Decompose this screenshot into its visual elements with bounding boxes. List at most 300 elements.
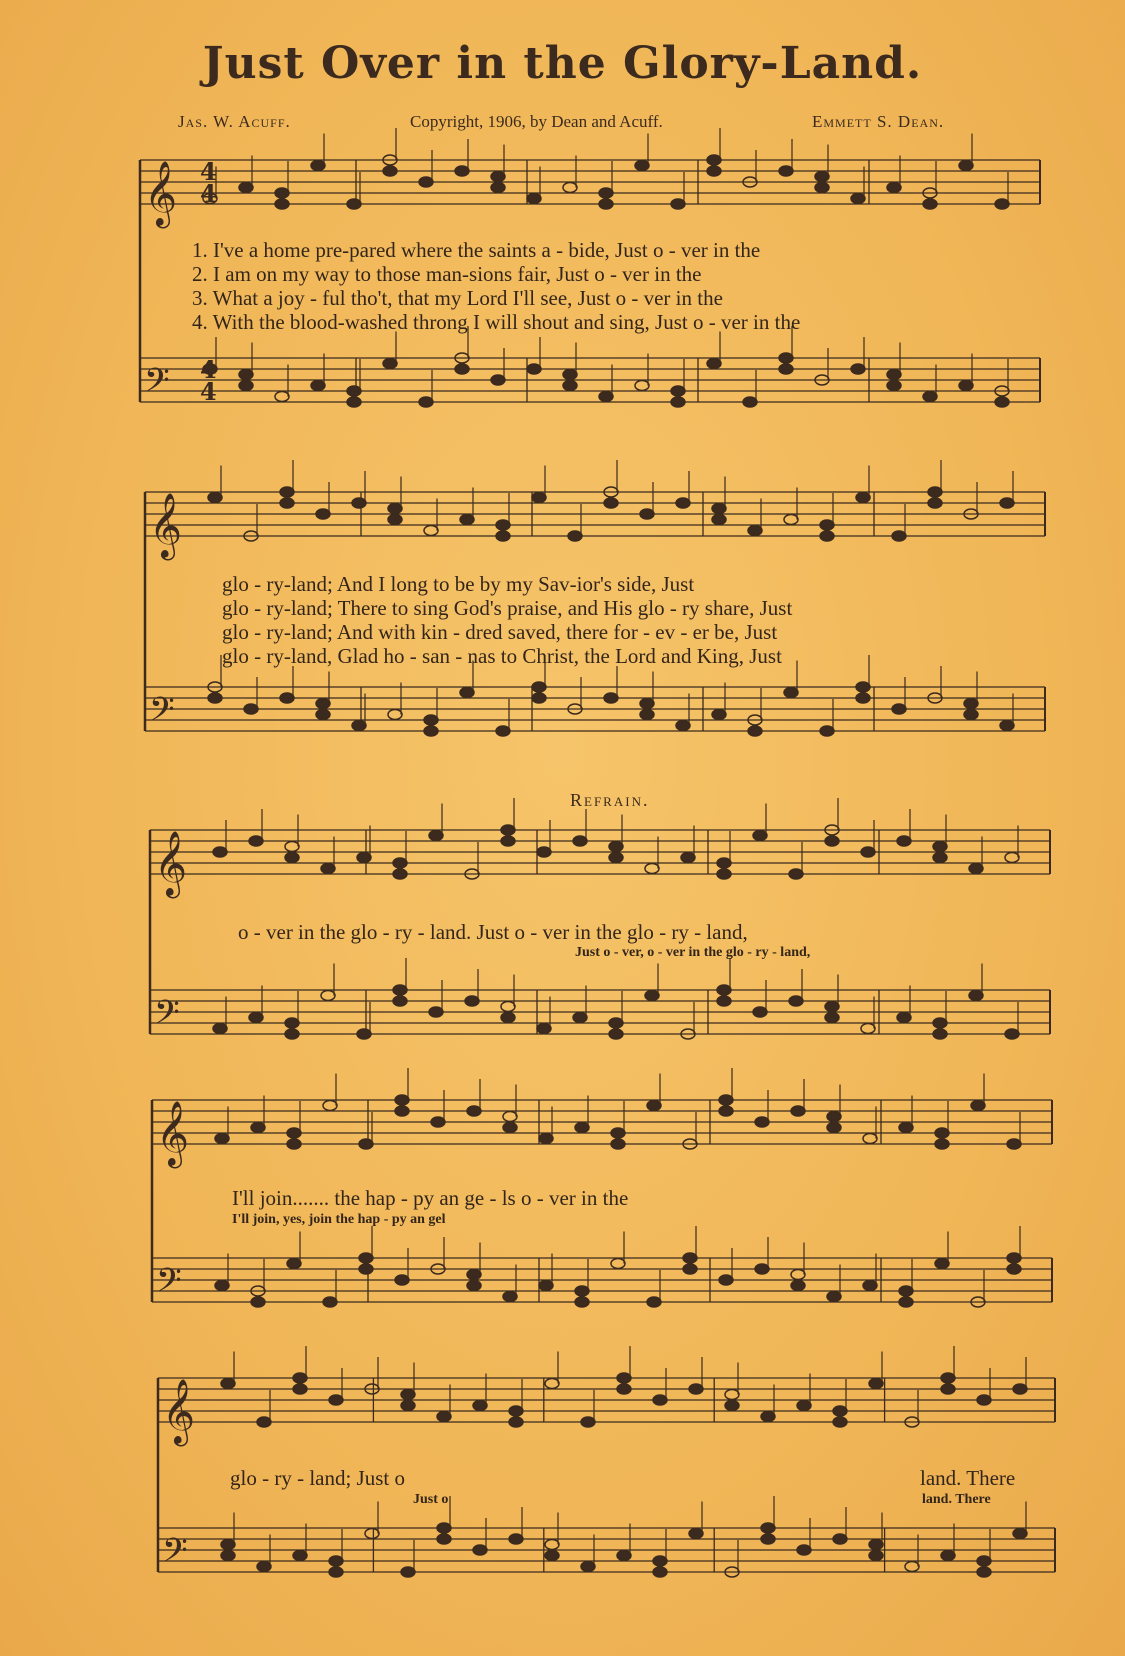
note-head (293, 1373, 307, 1383)
note-head (568, 531, 582, 541)
note-head (509, 1417, 523, 1427)
note-head (933, 1029, 947, 1039)
note-head (401, 1567, 415, 1577)
note-head (424, 726, 438, 736)
note-head (244, 704, 258, 714)
note-head (617, 1373, 631, 1383)
note-head (905, 1562, 919, 1572)
note-head (287, 1128, 301, 1138)
note-head (683, 1253, 697, 1263)
note-head (465, 996, 479, 1006)
note-head (1000, 498, 1014, 508)
note-head (899, 1123, 913, 1133)
note-head (467, 1106, 481, 1116)
note-head (285, 853, 299, 863)
note-head (815, 183, 829, 193)
clef-glyph: 𝄢 (156, 1262, 182, 1308)
note-head (797, 1401, 811, 1411)
note-head (496, 520, 510, 530)
note-head (635, 161, 649, 171)
note-head (815, 172, 829, 182)
note-head (635, 381, 649, 391)
note-head (959, 161, 973, 171)
note-head (316, 699, 330, 709)
note-head (977, 1395, 991, 1405)
note-head (275, 199, 289, 209)
note-head (249, 836, 263, 846)
note-head (316, 710, 330, 720)
verse-3-line: 3. What a joy - ful tho't, that my Lord I'll see, Just o - ver in the (192, 286, 723, 310)
note-head (825, 836, 839, 846)
note-head (712, 504, 726, 514)
note-head (856, 493, 870, 503)
note-head (725, 1401, 739, 1411)
note-head (611, 1139, 625, 1149)
note-head (501, 1013, 515, 1023)
note-head (467, 1281, 481, 1291)
note-head (563, 370, 577, 380)
note-head (748, 526, 762, 536)
verse-4-line: 4. With the blood-washed throng I will shout and sing, Just o - ver in the (192, 310, 801, 334)
time-signature-digit: 4 (200, 355, 217, 384)
note-head (719, 1106, 733, 1116)
note-head (1013, 1529, 1027, 1539)
note-head (640, 710, 654, 720)
note-head (563, 381, 577, 391)
note-head (1007, 1253, 1021, 1263)
note-head (604, 693, 618, 703)
note-head (527, 194, 541, 204)
note-head (941, 1551, 955, 1561)
note-head (791, 1281, 805, 1291)
note-head (784, 688, 798, 698)
note-head (599, 188, 613, 198)
note-head (460, 515, 474, 525)
note-head (933, 853, 947, 863)
note-head (1013, 1384, 1027, 1394)
note-head (820, 531, 834, 541)
note-head (779, 364, 793, 374)
note-head (437, 1523, 451, 1533)
refrain-main-line: glo - ry - land; Just o (230, 1466, 405, 1490)
note-head (791, 1106, 805, 1116)
note-head (933, 1018, 947, 1028)
note-head (437, 1412, 451, 1422)
note-head (285, 1029, 299, 1039)
refrain-main-line: o - ver in the glo - ry - land. Just o - ver in the glo - ry - land, (238, 920, 748, 944)
note-head (833, 1417, 847, 1427)
note-head (653, 1567, 667, 1577)
clef-glyph: 𝄞 (154, 831, 188, 896)
note-head (899, 1286, 913, 1296)
note-head (321, 991, 335, 1001)
note-head (969, 991, 983, 1001)
note-head (491, 172, 505, 182)
note-head (825, 1013, 839, 1023)
note-head (393, 869, 407, 879)
note-head (323, 1297, 337, 1307)
note-head (287, 1139, 301, 1149)
note-head (779, 166, 793, 176)
note-head (599, 199, 613, 209)
note-head (257, 1417, 271, 1427)
note-head (676, 498, 690, 508)
note-head (897, 1013, 911, 1023)
note-head (527, 364, 541, 374)
verse-2-line: glo - ry-land; There to sing God's praise, and His glo - ry share, Just (222, 596, 793, 620)
time-signature-digit: 4 (200, 157, 217, 186)
time-signature-digit: 4 (200, 179, 217, 208)
clef-glyph: 𝄞 (156, 1101, 190, 1166)
note-head (280, 498, 294, 508)
note-head (581, 1562, 595, 1572)
note-head (509, 1534, 523, 1544)
note-head (1007, 1264, 1021, 1274)
note-head (395, 1106, 409, 1116)
note-head (683, 1264, 697, 1274)
note-head (933, 842, 947, 852)
note-head (509, 1406, 523, 1416)
note-head (532, 693, 546, 703)
note-head (645, 864, 659, 874)
note-head (575, 1123, 589, 1133)
note-head (707, 155, 721, 165)
note-head (820, 726, 834, 736)
verse-3-line: glo - ry-land; And with kin - dred saved, there for - ev - er be, Just (222, 620, 778, 644)
note-head (249, 1013, 263, 1023)
note-head (393, 858, 407, 868)
clef-glyph: 𝄞 (144, 161, 178, 226)
note-head (797, 1545, 811, 1555)
note-head (753, 831, 767, 841)
note-head (712, 710, 726, 720)
note-head (892, 704, 906, 714)
refrain-main-tail: land. There (920, 1466, 1016, 1490)
note-head (208, 493, 222, 503)
note-head (861, 1024, 875, 1034)
note-head (491, 183, 505, 193)
note-head (977, 1556, 991, 1566)
refrain-echo-line: Just o - ver, o - ver in the glo - ry - land, (575, 945, 811, 960)
note-head (467, 1270, 481, 1280)
note-head (239, 370, 253, 380)
clef-glyph: 𝄢 (149, 691, 175, 737)
note-head (383, 359, 397, 369)
note-head (460, 688, 474, 698)
note-head (969, 864, 983, 874)
note-head (671, 386, 685, 396)
note-head (851, 364, 865, 374)
note-head (928, 487, 942, 497)
note-head (545, 1540, 559, 1550)
note-head (827, 1123, 841, 1133)
note-head (789, 996, 803, 1006)
note-head (971, 1101, 985, 1111)
note-head (501, 836, 515, 846)
note-head (311, 381, 325, 391)
note-head (545, 1551, 559, 1561)
note-head (293, 1551, 307, 1561)
note-head (329, 1556, 343, 1566)
note-head (689, 1384, 703, 1394)
note-head (707, 166, 721, 176)
note-head (323, 1101, 337, 1111)
note-head (563, 183, 577, 193)
note-head (401, 1390, 415, 1400)
note-head (437, 1534, 451, 1544)
clef-glyph: 𝄞 (162, 1379, 196, 1444)
note-head (429, 831, 443, 841)
note-head (329, 1395, 343, 1405)
note-head (491, 375, 505, 385)
note-head (321, 864, 335, 874)
note-head (429, 1007, 443, 1017)
note-head (863, 1134, 877, 1144)
note-head (851, 194, 865, 204)
note-head (280, 487, 294, 497)
lyricist-credit: Jas. W. Acuff. (178, 112, 291, 131)
note-head (935, 1128, 949, 1138)
note-head (640, 699, 654, 709)
note-head (833, 1406, 847, 1416)
note-head (761, 1534, 775, 1544)
note-head (539, 1134, 553, 1144)
note-head (221, 1379, 235, 1389)
note-head (964, 710, 978, 720)
note-head (395, 1095, 409, 1105)
note-head (717, 985, 731, 995)
copyright-notice: Copyright, 1906, by Dean and Acuff. (410, 112, 663, 131)
note-head (575, 1286, 589, 1296)
note-head (609, 842, 623, 852)
note-head (869, 1551, 883, 1561)
note-head (827, 1112, 841, 1122)
note-head (928, 498, 942, 508)
note-head (280, 693, 294, 703)
note-head (609, 1018, 623, 1028)
note-head (503, 1123, 517, 1133)
note-head (719, 1095, 733, 1105)
note-head (671, 397, 685, 407)
note-head (617, 1384, 631, 1394)
note-head (275, 392, 289, 402)
note-head (712, 515, 726, 525)
note-head (719, 1275, 733, 1285)
note-head (653, 1395, 667, 1405)
note-head (935, 1259, 949, 1269)
note-head (388, 710, 402, 720)
note-head (581, 1417, 595, 1427)
note-head (285, 842, 299, 852)
note-head (496, 726, 510, 736)
note-head (791, 1270, 805, 1280)
note-head (545, 1379, 559, 1389)
note-head (779, 353, 793, 363)
note-head (213, 847, 227, 857)
verse-2-line: 2. I am on my way to those man-sions fair, Just o - ver in the (192, 262, 702, 286)
note-head (923, 199, 937, 209)
note-head (827, 1292, 841, 1302)
note-head (755, 1117, 769, 1127)
note-head (604, 498, 618, 508)
note-head (365, 1529, 379, 1539)
note-head (393, 985, 407, 995)
note-head (789, 869, 803, 879)
note-head (611, 1128, 625, 1138)
note-head (717, 996, 731, 1006)
note-head (748, 726, 762, 736)
note-head (671, 199, 685, 209)
note-head (820, 520, 834, 530)
note-head (599, 392, 613, 402)
refrain-main-line: I'll join....... the hap - py an ge - ls o - ver in the (232, 1186, 629, 1210)
note-head (935, 1139, 949, 1149)
note-head (689, 1529, 703, 1539)
note-head (239, 381, 253, 391)
note-head (537, 1024, 551, 1034)
note-head (653, 1556, 667, 1566)
note-head (647, 1101, 661, 1111)
clef-glyph: 𝄢 (144, 362, 170, 408)
note-head (995, 397, 1009, 407)
note-head (899, 1297, 913, 1307)
note-head (251, 1123, 265, 1133)
note-head (897, 836, 911, 846)
note-head (455, 364, 469, 374)
note-head (537, 847, 551, 857)
note-head (359, 1253, 373, 1263)
time-signature-digit: 4 (200, 377, 217, 406)
note-head (532, 493, 546, 503)
note-head (681, 853, 695, 863)
note-head (357, 853, 371, 863)
note-head (1005, 853, 1019, 863)
note-head (725, 1390, 739, 1400)
note-head (856, 682, 870, 692)
note-head (208, 693, 222, 703)
note-head (352, 721, 366, 731)
note-head (941, 1384, 955, 1394)
note-head (473, 1545, 487, 1555)
note-head (347, 386, 361, 396)
note-head (707, 359, 721, 369)
note-head (388, 515, 402, 525)
note-head (395, 1275, 409, 1285)
note-head (347, 199, 361, 209)
verse-4-line: glo - ry-land, Glad ho - san - nas to Christ, the Lord and King, Just (222, 644, 782, 668)
note-head (388, 504, 402, 514)
note-head (647, 1297, 661, 1307)
note-head (424, 715, 438, 725)
note-head (501, 1002, 515, 1012)
note-head (285, 1018, 299, 1028)
note-head (539, 1281, 553, 1291)
note-head (316, 509, 330, 519)
note-head (573, 1013, 587, 1023)
note-head (869, 1379, 883, 1389)
note-head (455, 166, 469, 176)
note-head (215, 1134, 229, 1144)
note-head (251, 1297, 265, 1307)
note-head (761, 1523, 775, 1533)
note-head (419, 177, 433, 187)
note-head (743, 397, 757, 407)
note-head (213, 1024, 227, 1034)
note-head (383, 166, 397, 176)
note-head (401, 1401, 415, 1411)
note-head (257, 1562, 271, 1572)
verse-1-line: glo - ry-land; And I long to be by my Sav-ior's side, Just (222, 572, 695, 596)
note-head (239, 183, 253, 193)
note-head (352, 498, 366, 508)
note-head (995, 199, 1009, 209)
note-head (1005, 1029, 1019, 1039)
note-head (275, 188, 289, 198)
note-head (869, 1540, 883, 1550)
note-head (473, 1401, 487, 1411)
note-head (393, 996, 407, 1006)
note-head (573, 836, 587, 846)
note-head (431, 1117, 445, 1127)
note-head (424, 526, 438, 536)
note-head (496, 531, 510, 541)
note-head (959, 381, 973, 391)
note-head (503, 1292, 517, 1302)
note-head (293, 1384, 307, 1394)
note-head (892, 531, 906, 541)
hymn-title: Just Over in the Glory-Land. (202, 38, 923, 89)
note-head (753, 1007, 767, 1017)
note-head (717, 858, 731, 868)
note-head (359, 1139, 373, 1149)
clef-glyph: 𝄞 (149, 493, 183, 558)
note-head (357, 1029, 371, 1039)
note-head (784, 515, 798, 525)
note-head (575, 1297, 589, 1307)
note-head (617, 1551, 631, 1561)
verse-1-line: 1. I've a home pre-pared where the saints a - bide, Just o - ver in the (192, 238, 761, 262)
composer-credit: Emmett S. Dean. (812, 112, 945, 131)
note-head (856, 693, 870, 703)
refrain-heading: Refrain. (570, 790, 650, 810)
note-head (532, 682, 546, 692)
note-head (347, 397, 361, 407)
note-head (941, 1373, 955, 1383)
note-head (311, 161, 325, 171)
note-head (755, 1264, 769, 1274)
note-head (861, 847, 875, 857)
note-head (609, 853, 623, 863)
note-head (359, 1264, 373, 1274)
clef-glyph: 𝄢 (162, 1532, 188, 1578)
note-head (717, 869, 731, 879)
refrain-echo-tail: land. There (922, 1492, 991, 1507)
note-head (833, 1534, 847, 1544)
refrain-echo-line: Just o (413, 1492, 449, 1507)
note-head (221, 1551, 235, 1561)
note-head (887, 370, 901, 380)
note-head (221, 1540, 235, 1550)
note-head (503, 1112, 517, 1122)
refrain-echo-line: I'll join, yes, join the hap - py an gel (232, 1212, 446, 1227)
note-head (863, 1281, 877, 1291)
note-head (215, 1281, 229, 1291)
note-head (887, 381, 901, 391)
note-head (329, 1567, 343, 1577)
note-head (501, 825, 515, 835)
note-head (887, 183, 901, 193)
clef-glyph: 𝄢 (154, 994, 180, 1040)
